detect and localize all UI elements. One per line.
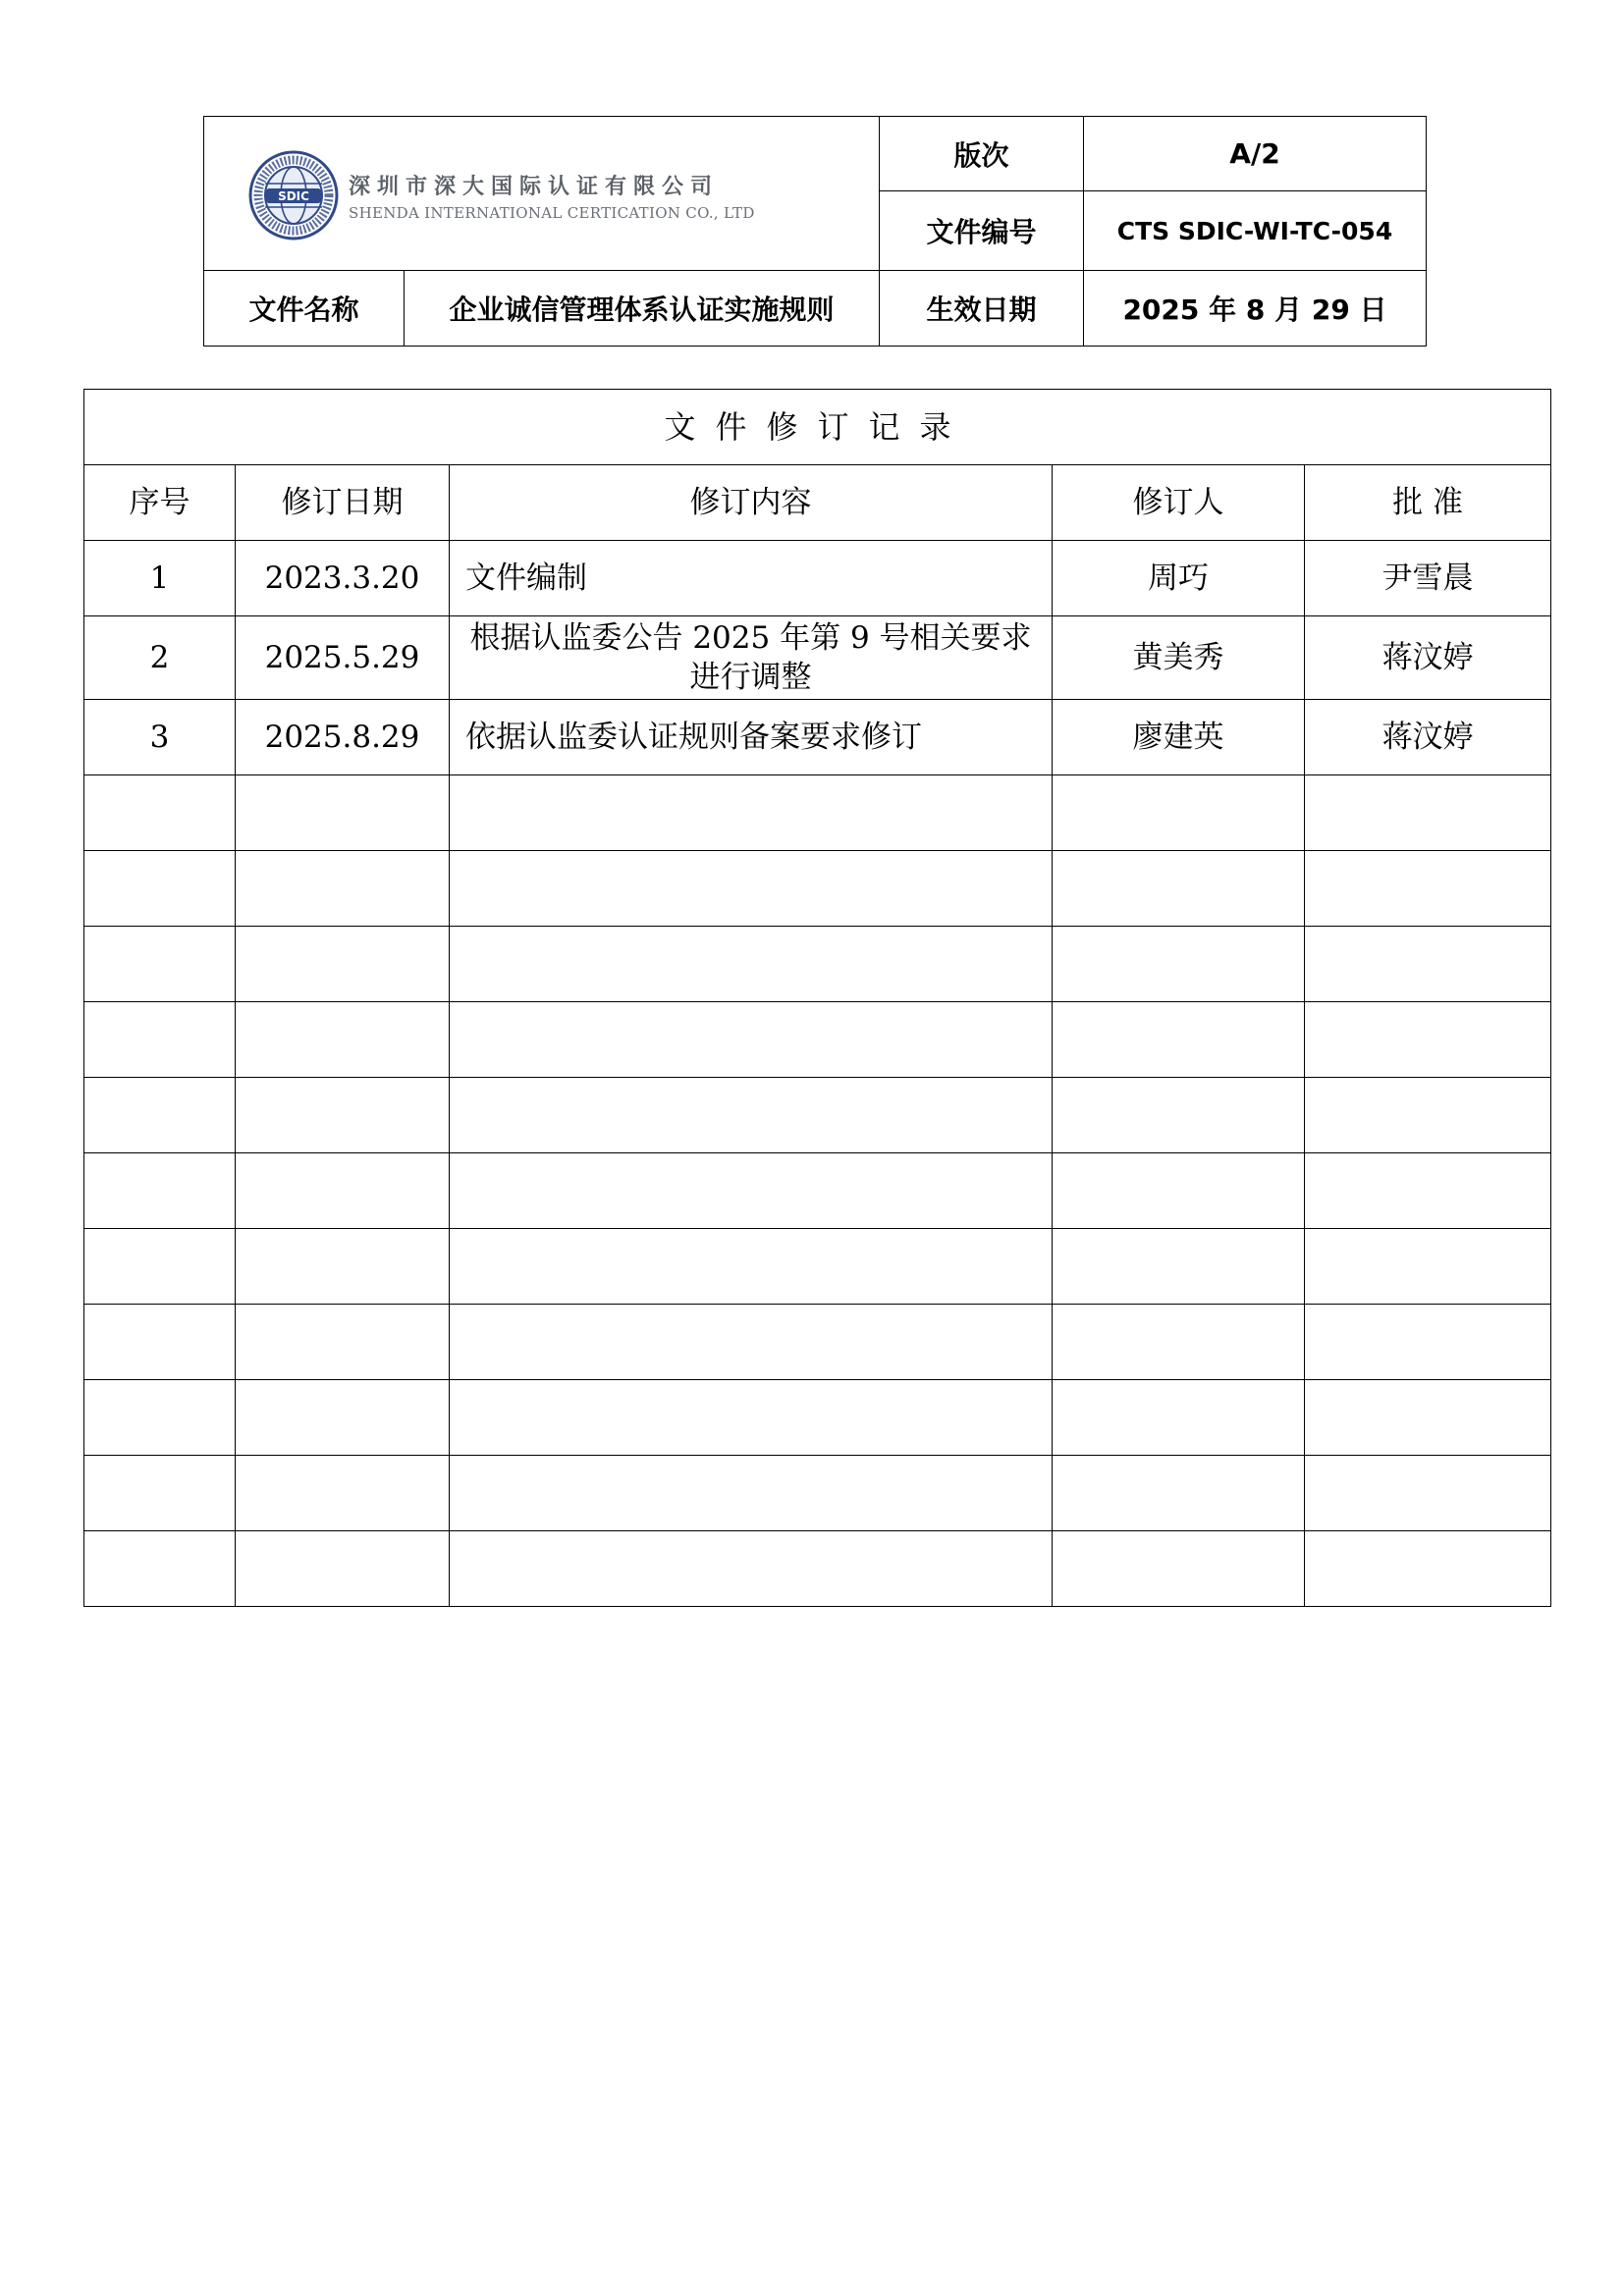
empty-cell	[1305, 851, 1551, 927]
company-name-en: SHENDA INTERNATIONAL CERTICATION CO., LTD	[349, 203, 755, 222]
empty-cell	[236, 1305, 450, 1380]
empty-cell	[84, 1153, 236, 1229]
cell-date: 2023.3.20	[236, 541, 450, 616]
empty-cell	[1053, 1305, 1305, 1380]
empty-cell	[1053, 1456, 1305, 1531]
empty-cell	[236, 1380, 450, 1456]
empty-table-row	[84, 1153, 1551, 1229]
empty-cell	[450, 1531, 1053, 1607]
empty-table-row	[84, 1078, 1551, 1153]
empty-cell	[84, 1002, 236, 1078]
empty-cell	[450, 1078, 1053, 1153]
empty-cell	[84, 775, 236, 851]
cell-no: 1	[84, 541, 236, 616]
company-logo-cell	[204, 117, 880, 271]
empty-cell	[450, 1380, 1053, 1456]
empty-table-row	[84, 775, 1551, 851]
table-row	[84, 541, 1551, 616]
empty-cell	[1305, 1456, 1551, 1531]
empty-cell	[84, 851, 236, 927]
empty-cell	[450, 1229, 1053, 1305]
empty-cell	[1305, 1078, 1551, 1153]
cell-date: 2025.8.29	[236, 700, 450, 775]
empty-cell	[236, 775, 450, 851]
effective-date-label: 生效日期	[880, 271, 1084, 347]
empty-table-row	[84, 1531, 1551, 1607]
empty-table-row	[84, 1456, 1551, 1531]
empty-cell	[236, 1002, 450, 1078]
empty-cell	[84, 1305, 236, 1380]
doc-number-label: 文件编号	[880, 191, 1084, 271]
revision-record-table	[83, 389, 1551, 1607]
empty-table-row	[84, 851, 1551, 927]
cell-reviser: 黄美秀	[1053, 616, 1305, 700]
cell-content-line2: 进行调整	[689, 660, 812, 695]
empty-cell	[450, 1305, 1053, 1380]
table-row	[84, 700, 1551, 775]
empty-cell	[236, 1531, 450, 1607]
empty-cell	[1053, 851, 1305, 927]
empty-cell	[236, 851, 450, 927]
empty-cell	[236, 927, 450, 1002]
empty-cell	[236, 1078, 450, 1153]
empty-cell	[1305, 1153, 1551, 1229]
empty-table-row	[84, 1002, 1551, 1078]
empty-cell	[1305, 1531, 1551, 1607]
empty-cell	[84, 1229, 236, 1305]
cell-date: 2025.5.29	[236, 616, 450, 700]
empty-cell	[84, 1078, 236, 1153]
cell-reviser: 周巧	[1053, 541, 1305, 616]
empty-cell	[84, 1531, 236, 1607]
col-header-no: 序号	[84, 465, 236, 541]
empty-cell	[84, 927, 236, 1002]
empty-cell	[1053, 1002, 1305, 1078]
revision-header-row	[84, 465, 1551, 541]
cell-no: 2	[84, 616, 236, 700]
col-header-content: 修订内容	[450, 465, 1053, 541]
empty-cell	[450, 927, 1053, 1002]
empty-cell	[1053, 1380, 1305, 1456]
empty-cell	[450, 1002, 1053, 1078]
empty-cell	[1053, 1531, 1305, 1607]
empty-cell	[450, 775, 1053, 851]
cell-approver: 蒋汶婷	[1305, 700, 1551, 775]
cell-reviser: 廖建英	[1053, 700, 1305, 775]
empty-cell	[1305, 1380, 1551, 1456]
version-label: 版次	[880, 117, 1084, 191]
empty-cell	[1305, 1305, 1551, 1380]
cell-content-line1: 根据认监委公告 2025 年第 9 号相关要求	[469, 620, 1032, 656]
logo-text: SDIC	[278, 189, 309, 203]
cell-approver: 蒋汶婷	[1305, 616, 1551, 700]
cell-no: 3	[84, 700, 236, 775]
empty-rows	[84, 775, 1551, 1607]
effective-date-value: 2025 年 8 月 29 日	[1084, 271, 1427, 347]
doc-name-value: 企业诚信管理体系认证实施规则	[405, 271, 880, 347]
empty-table-row	[84, 1229, 1551, 1305]
cell-content	[450, 616, 1053, 700]
col-header-date: 修订日期	[236, 465, 450, 541]
document-header-table	[203, 116, 1427, 347]
empty-cell	[1053, 1078, 1305, 1153]
cell-content: 文件编制	[450, 541, 1053, 616]
revision-table-title: 文件修订记录	[84, 390, 1551, 465]
empty-table-row	[84, 1380, 1551, 1456]
doc-number-value: CTS SDIC-WI-TC-054	[1084, 191, 1427, 271]
col-header-reviser: 修订人	[1053, 465, 1305, 541]
empty-table-row	[84, 927, 1551, 1002]
empty-cell	[1053, 927, 1305, 1002]
empty-cell	[1305, 927, 1551, 1002]
empty-cell	[84, 1456, 236, 1531]
cell-approver: 尹雪晨	[1305, 541, 1551, 616]
company-logo-icon	[248, 150, 339, 240]
table-row	[84, 616, 1551, 700]
empty-cell	[1053, 775, 1305, 851]
company-brand	[248, 150, 755, 240]
version-value: A/2	[1084, 117, 1427, 191]
empty-cell	[450, 1153, 1053, 1229]
empty-table-row	[84, 1305, 1551, 1380]
empty-cell	[1053, 1229, 1305, 1305]
empty-cell	[236, 1153, 450, 1229]
cell-content: 依据认监委认证规则备案要求修订	[450, 700, 1053, 775]
doc-name-label: 文件名称	[204, 271, 405, 347]
empty-cell	[236, 1229, 450, 1305]
empty-cell	[450, 1456, 1053, 1531]
empty-cell	[84, 1380, 236, 1456]
empty-cell	[1305, 1229, 1551, 1305]
col-header-approver: 批 准	[1305, 465, 1551, 541]
company-name-cn: 深圳市深大国际认证有限公司	[349, 174, 720, 199]
empty-cell	[1305, 775, 1551, 851]
empty-cell	[236, 1456, 450, 1531]
empty-cell	[1305, 1002, 1551, 1078]
empty-cell	[450, 851, 1053, 927]
empty-cell	[1053, 1153, 1305, 1229]
